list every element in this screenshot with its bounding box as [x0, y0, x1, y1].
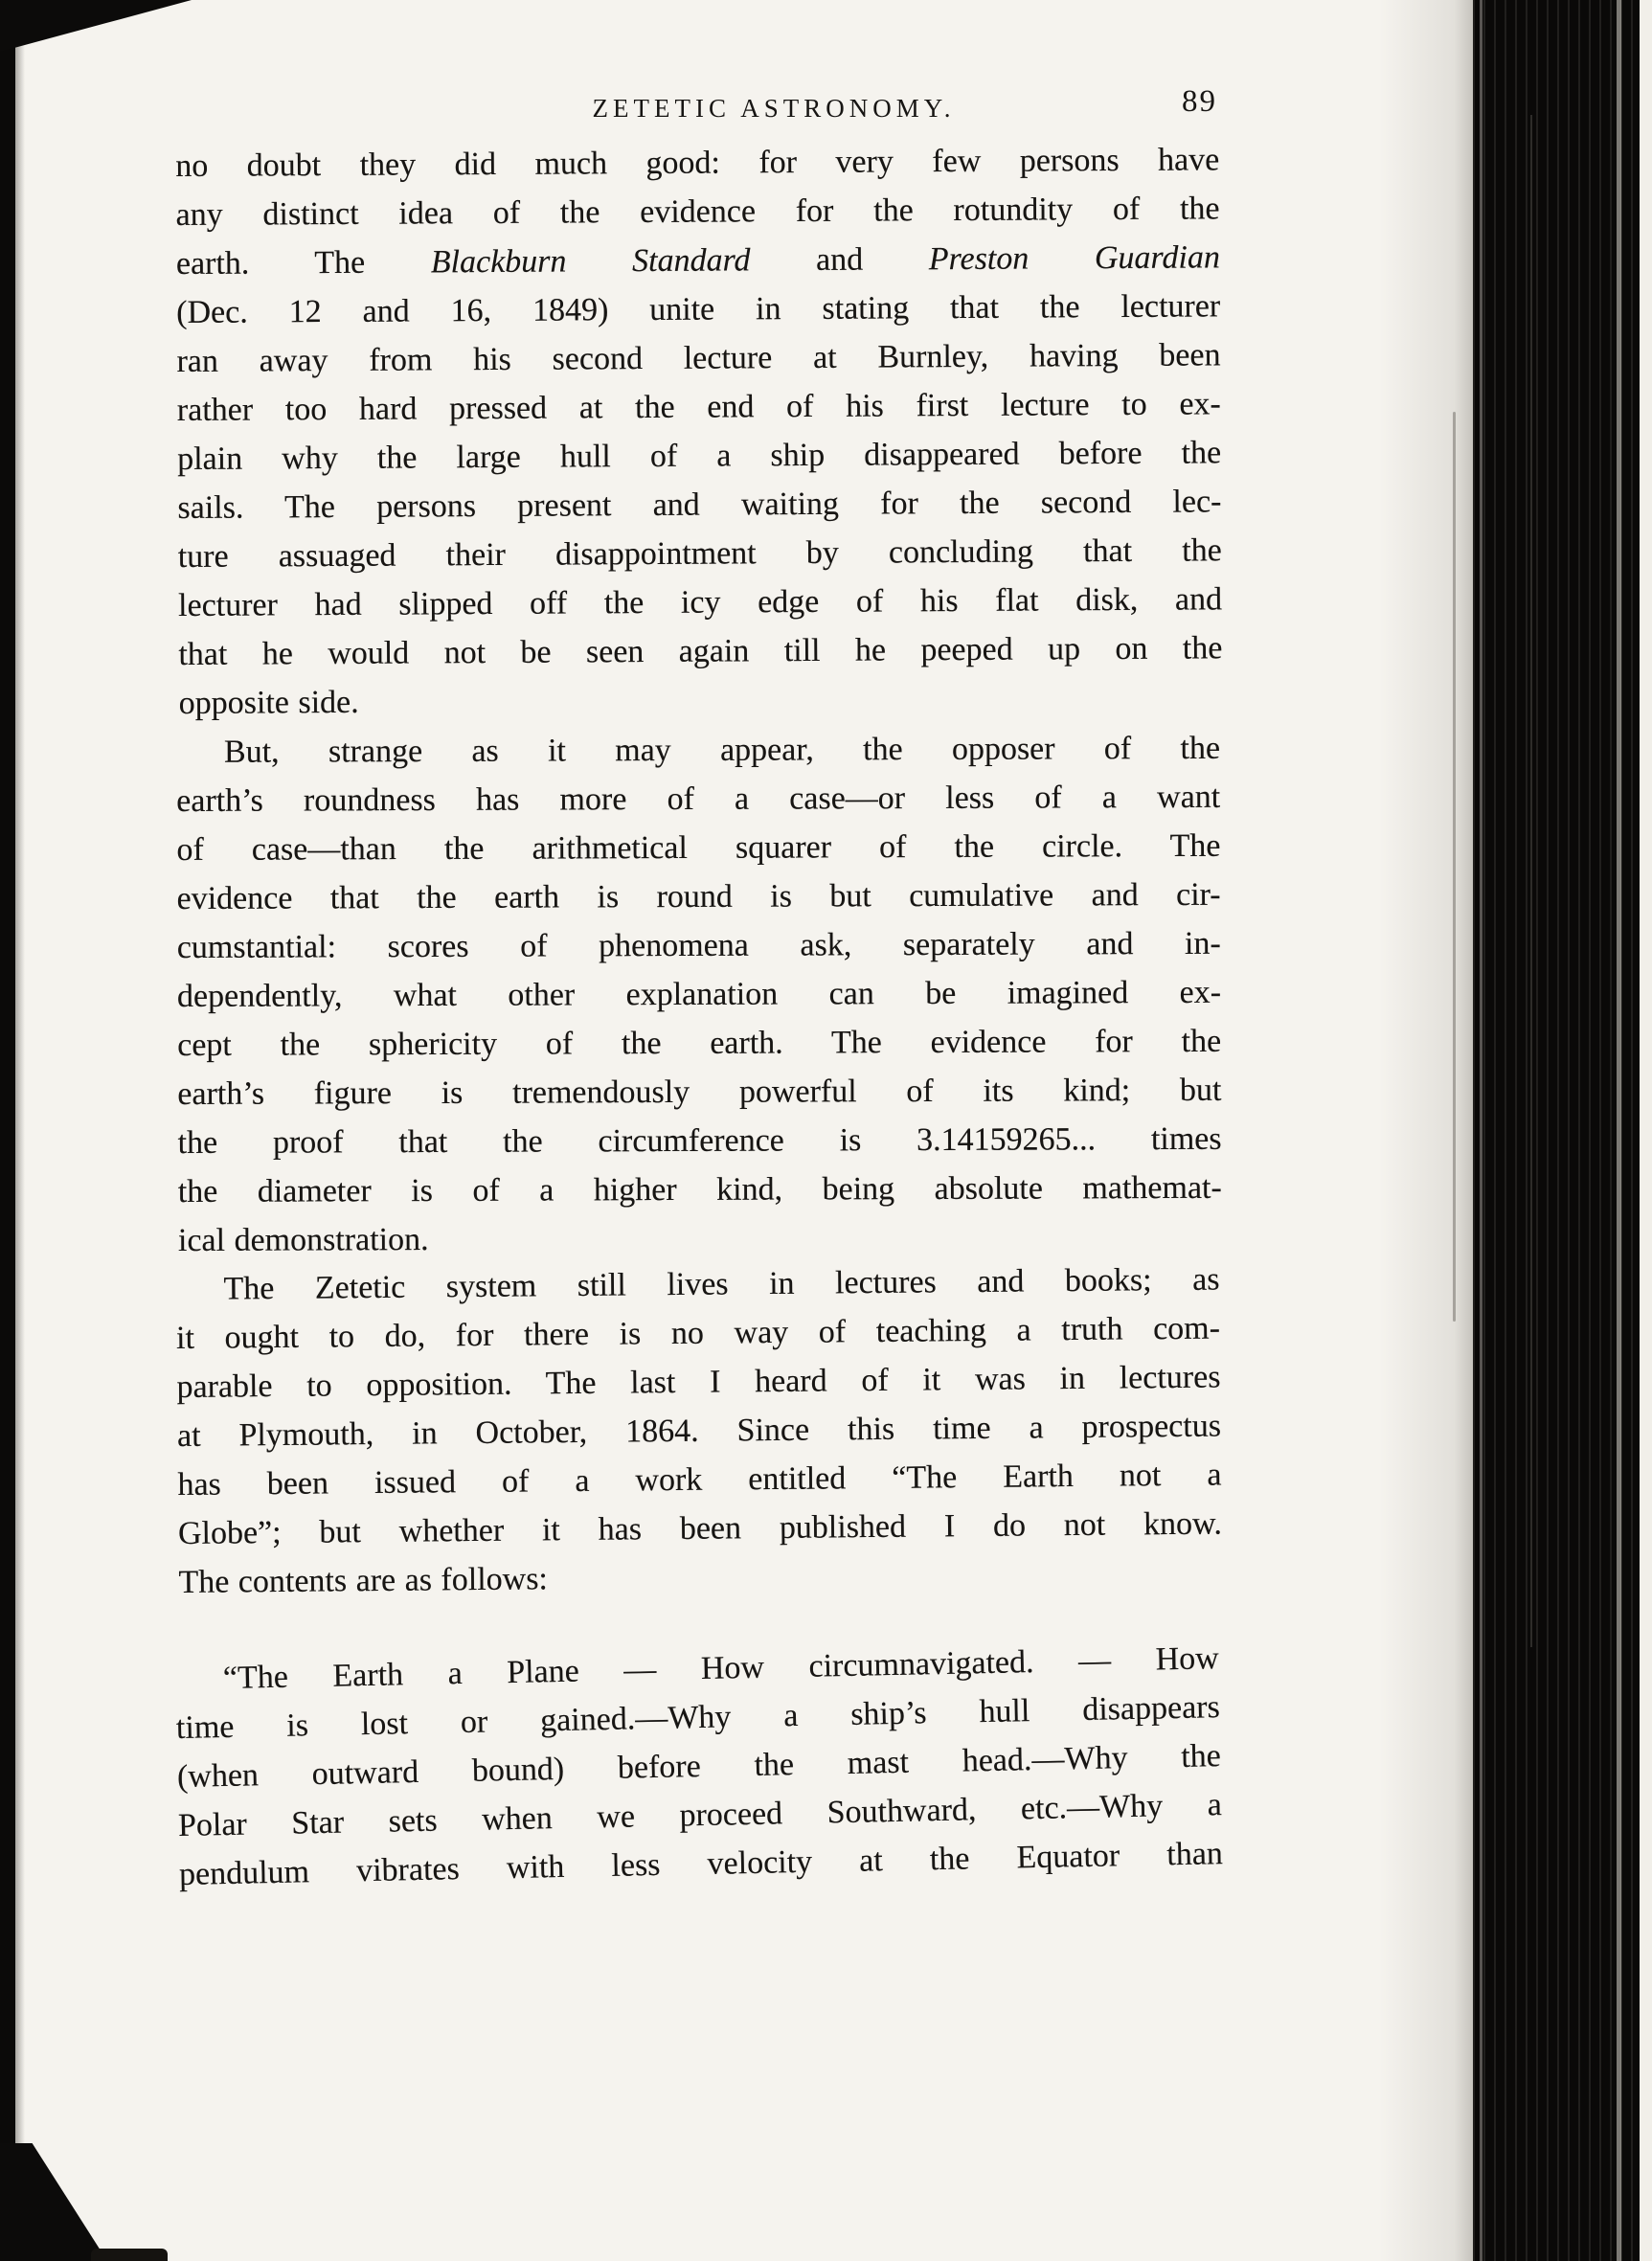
text-line: sails. The persons present and waiting for the second lec-	[177, 484, 1222, 526]
text-line: pendulum vibrates with less velocity at the Equator than	[178, 1836, 1224, 1892]
text-line: rather too hard pressed at the end of his first lecture to ex-	[176, 386, 1221, 429]
gutter-streak	[1530, 115, 1532, 1647]
gutter-streak	[1480, 0, 1482, 2261]
text-line: ran away from his second lecture at Burnley, having been	[176, 337, 1221, 380]
scan-corner-top-left	[0, 0, 192, 52]
text-line: But, strange as it may appear, the opposer of the	[223, 730, 1221, 770]
text-line: lecturer had slipped off the icy edge of his flat disk, and	[177, 581, 1223, 623]
text-line: no doubt they did much good: for very few persons have	[175, 142, 1220, 185]
paragraph	[175, 1255, 1222, 1607]
page-number: 89	[1182, 84, 1217, 119]
page-curl-shadow	[1379, 0, 1473, 2261]
scan-right-margin	[1640, 0, 1652, 2261]
text-line: the diameter is of a higher kind, being absolute mathemat-	[177, 1169, 1222, 1210]
scan-edge-left	[0, 0, 15, 2261]
text-line: evidence that the earth is round is but cumulative and cir-	[176, 876, 1221, 917]
text-line: ture assuaged their disappointment by concluding that the	[177, 532, 1222, 575]
text-line: cept the sphericity of the earth. The evidence for the	[177, 1023, 1222, 1063]
page-header	[177, 84, 1221, 128]
text-line: cumstantial: scores of phenomena ask, separately and in-	[176, 925, 1221, 966]
text-line: Globe”; but whether it has been published I do not know.	[177, 1505, 1223, 1551]
text-line: it ought to do, for there is no way of teaching a truth com-	[175, 1310, 1221, 1357]
text-line: earth’s roundness has more of a case—or less of a want	[176, 779, 1221, 820]
text-line: parable to opposition. The last I heard of it was in lectures	[176, 1359, 1221, 1406]
text-line: Polar Star sets when we proceed Southward, etc.—Why a	[177, 1787, 1223, 1843]
page-edge-line	[1453, 412, 1456, 1322]
text-line: the proof that the circumference is 3.14159265... times	[177, 1120, 1222, 1161]
text-line: The Zetetic system still lives in lectures and books; as	[223, 1261, 1220, 1307]
text-line: The contents are as follows:	[178, 1561, 549, 1600]
text-line: dependently, what other explanation can be imagined ex-	[176, 974, 1222, 1014]
text-line: “The Earth a Plane — How circumnavigated. — How	[222, 1640, 1220, 1697]
scan-bottom-mark	[91, 2249, 168, 2261]
gutter-streak	[1617, 0, 1621, 2261]
text-line: at Plymouth, in October, 1864. Since this time a prospectus	[176, 1408, 1222, 1454]
text-line: opposite side.	[178, 684, 359, 721]
text-line: (when outward bound) before the mast head.—Why the	[176, 1738, 1222, 1795]
text-line: (Dec. 12 and 16, 1849) unite in stating that the lecturer	[176, 288, 1221, 331]
text-line: time is lost or gained.—Why a ship’s hull disappears	[175, 1689, 1221, 1747]
book-gutter-band	[1473, 0, 1640, 2261]
text-line: has been issued of a work entitled “The Earth not a	[177, 1457, 1222, 1503]
text-line: of case—than the arithmetical squarer of the circle. The	[176, 827, 1221, 869]
running-title: ZETETIC ASTRONOMY.	[592, 94, 956, 123]
text-line: earth’s figure is tremendously powerful of its kind; but	[177, 1072, 1222, 1112]
paragraph	[175, 135, 1223, 728]
scan-corner-bottom-left	[0, 2143, 107, 2261]
paragraph	[176, 724, 1222, 1265]
text-column	[175, 84, 1224, 1899]
text-line: ical demonstration.	[177, 1221, 429, 1258]
paragraph	[174, 1634, 1223, 1899]
text-line: plain why the large hull of a ship disappeared before the	[177, 435, 1222, 477]
text-line: any distinct idea of the evidence for the rotundity of the	[175, 191, 1220, 234]
page-body	[175, 142, 1224, 1899]
text-line: that he would not be seen again till he peeped up on the	[178, 630, 1223, 672]
text-line: earth. The Blackburn Standard and Preston Guardian	[175, 239, 1221, 283]
